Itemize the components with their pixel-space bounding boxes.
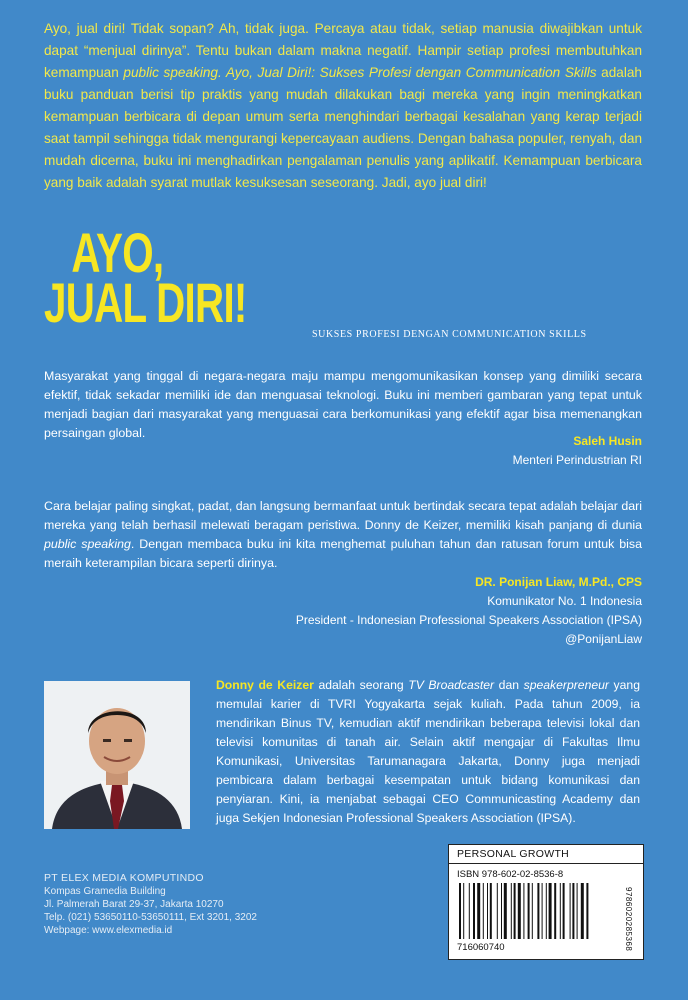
isbn-barcode-box — [448, 844, 644, 960]
bio-italic-1: TV Broadcaster — [408, 678, 495, 692]
bio-text-2: dan — [494, 678, 524, 692]
endorsement-2-text-a: Cara belajar paling singkat, padat, dan langsung bermanfaat untuk bertindak secara tepat adalah belajar dari mereka yang telah berhasil melewati beragam peristiwa. Donny de Keizer, memiliki kisah panjang di dunia — [44, 499, 642, 532]
book-category: PERSONAL GROWTH — [449, 845, 643, 864]
blurb-italic-title: public speaking. Ayo, Jual Diri!: Sukses Profesi dengan Communication Skills — [123, 65, 597, 80]
endorsement-2-text — [44, 497, 642, 573]
endorsement-2-attribution — [296, 573, 642, 649]
endorsement-1-text: Masyarakat yang tinggal di negara-negara maju mampu mengomunikasikan konsep yang dimiliki secara efektif, tidak sekadar memiliki ide dan menguasai teknologi. Buku ini memberi gambaran yang tepat untuk menjadi bagian dari masyarakat yang menguasai cara berkomunikasi yang efektif agar bisa memenangkan persaingan global. — [44, 369, 642, 440]
publisher-address: Jl. Palmerah Barat 29-37, Jakarta 10270 — [44, 899, 224, 910]
product-code: 716060740 — [457, 942, 505, 953]
title-line-1: AYO, — [71, 221, 164, 284]
barcode-icon — [457, 883, 621, 939]
back-cover-blurb — [44, 18, 642, 194]
barcode-digits: 9786020285368 — [624, 887, 633, 952]
author-bio — [216, 676, 640, 828]
publisher-phone: Telp. (021) 53650110-53650111, Ext 3201, 3202 — [44, 912, 257, 923]
isbn-number: ISBN 978-602-02-8536-8 — [457, 869, 564, 880]
endorsement-1-name: Saleh Husin — [573, 434, 642, 448]
endorsement-2-role-1: Komunikator No. 1 Indonesia — [487, 594, 642, 608]
book-title — [44, 221, 247, 334]
publisher-building: Kompas Gramedia Building — [44, 886, 166, 897]
endorsement-1-role: Menteri Perindustrian RI — [512, 453, 642, 467]
endorsement-1-attribution — [513, 432, 642, 470]
publisher-info — [44, 872, 257, 937]
publisher-webpage: Webpage: www.elexmedia.id — [44, 925, 173, 936]
author-photo — [44, 681, 190, 829]
blurb-text-1: Ayo, jual diri! Tidak sopan? Ah, tidak juga. Percaya atau tidak, setiap manusia diwajibkan untuk dapat “menjual dirinya”. Tentu bukan dalam makna negatif. Hampir setiap profesi membutuhkan kemampuan — [44, 21, 642, 80]
title-line-2: JUAL DIRI! — [44, 271, 247, 334]
book-subtitle: SUKSES PROFESI DENGAN COMMUNICATION SKILLS — [312, 329, 587, 340]
blurb-text-2: adalah buku panduan berisi tip praktis yang mudah dilakukan bagi mereka yang ingin meningkatkan kemampuan berbicara di depan umum serta menghindari berbagai kesalahan yang kerap terjadi saat tampil sehingga tidak mengurangi kepercayaan audiens. Dengan bahasa populer, renyah, dan mudah dicerna, buku ini menghadirkan pengalaman penulis yang aplikatif. Kemampuan berbicara yang baik adalah syarat mutlak kesuksesan seseorang. Jadi, ayo jual diri! — [44, 65, 642, 190]
author-portrait-icon — [44, 681, 190, 829]
endorsement-2-role-2: President - Indonesian Professional Speakers Association (IPSA) — [295, 613, 642, 627]
endorsement-2-text-b: . Dengan membaca buku ini kita menghemat puluhan tahun dan ratusan forum untuk bisa meraih keterampilan bicara seperti dirinya. — [44, 537, 642, 570]
author-name: Donny de Keizer — [216, 678, 314, 692]
endorsement-2-name: DR. Ponijan Liaw, M.Pd., CPS — [475, 575, 642, 589]
publisher-name: PT ELEX MEDIA KOMPUTINDO — [44, 872, 204, 884]
bio-text-3: yang memulai karier di TVRI Yogyakarta sejak kuliah. Pada tahun 2009, ia mendirikan Binus TV, kemudian aktif mendirikan beberapa televisi lokal dan televisi komunitas di tanah air. Selain aktif mengajar di Fakultas Ilmu Komunikasi, Universitas Tarumanagara Jakarta, Donny juga menjadi pembicara dalam berbagai kesempatan untuk bidang komunikasi dan penyiaran. Kini, ia menjabat sebagai CEO Communicasting Academy dan juga Sekjen Indonesian Professional Speakers Association (IPSA). — [216, 678, 640, 825]
endorsement-2-italic: public speaking — [44, 537, 131, 551]
endorsement-2-handle: @PonijanLiaw — [565, 632, 642, 646]
bio-text-1: adalah seorang — [313, 678, 409, 692]
bio-italic-2: speakerpreneur — [523, 678, 609, 692]
